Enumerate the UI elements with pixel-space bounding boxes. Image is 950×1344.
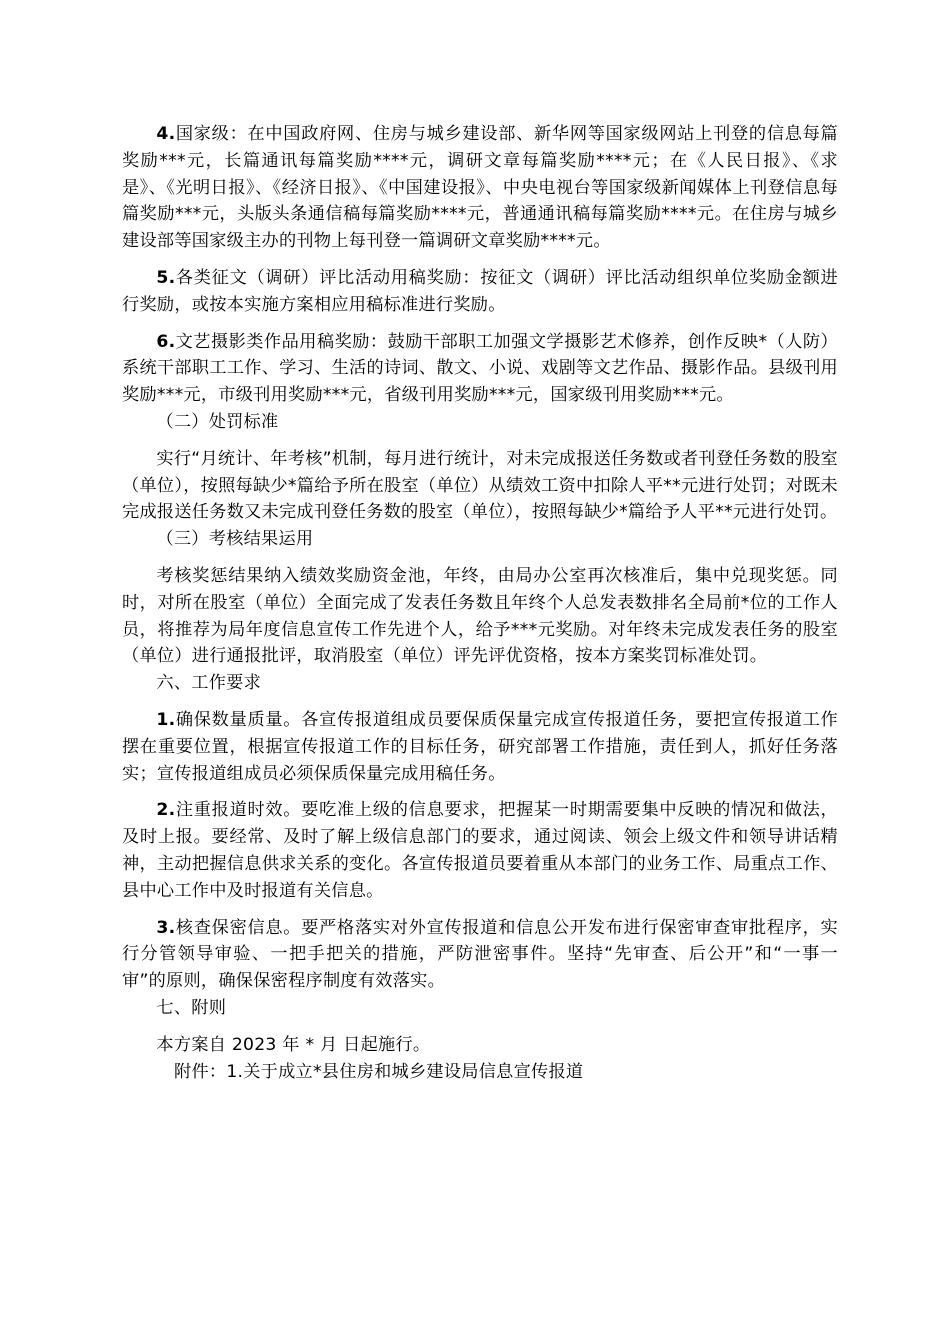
requirement-quality — [122, 707, 838, 787]
paragraph-art-photo-award — [122, 329, 838, 409]
heading-result-application: （三）考核结果运用 — [156, 529, 314, 550]
paragraph-penalty: 实行“月统计、年考核”机制，每月进行统计，对未完成报送任务数或者刊登任务数的股室（单位），按照每缺少*篇给予所在股室（单位）从绩效工资中扣除人平**元进行处罚；对既未完成报送任务数又未完成刊登任务数的股室（单位），按照每缺少*篇给予人平**元进行处罚。 — [122, 448, 838, 523]
paragraph-result: 考核奖惩结果纳入绩效奖励资金池，年终，由局办公室再次核准后，集中兑现奖惩。同时，对所在股室（单位）全面完成了发表任务数且年终个人总发表数排名全局前*位的工作人员，将推荐为局年度信息宣传工作先进个人，给予***元奖励。对年终未完成发表任务的股室（单位）进行通报批评，取消股室（单位）评先评优资格，按本方案奖罚标准处罚。 — [122, 565, 838, 667]
item-number: 1. — [156, 709, 176, 730]
item-number: 5. — [156, 267, 176, 288]
paragraph-effective-date: 本方案自 2023 年 * 月 日起施行。 — [156, 1034, 431, 1055]
paragraph-text: 国家级：在中国政府网、住房与城乡建设部、新华网等国家级网站上刊登的信息每篇奖励***元，长篇通讯每篇奖励****元，调研文章每篇奖励****元；在《人民日报》、《求是》、《光明日报》、《经济日报》、《中国建设报》、中央电视台等国家级新闻媒体上刊登信息每篇奖励***元，头版头条通信稿每篇奖励****元，普通通讯稿每篇奖励****元。在住房与城乡建设部等国家级主办的刊物上每刊登一篇调研文章奖励****元。 — [122, 124, 838, 252]
item-number: 4. — [156, 124, 176, 144]
paragraph-text: 注重报道时效。要吃准上级的信息要求，把握某一时期需要集中反映的情况和做法，及时上报。要经常、及时了解上级信息部门的要求，通过阅读、领会上级文件和领导讲话精神，主动把握信息供求关系的变化。各宣传报道员要着重从本部门的业务工作、局重点工作、县中心工作中及时报道有关信息。 — [122, 800, 838, 901]
paragraph-text: 各类征文（调研）评比活动用稿奖励：按征文（调研）评比活动组织单位奖励金额进行奖励，或按本实施方案相应用稿标准进行奖励。 — [122, 267, 838, 315]
paragraph-national-level — [122, 121, 838, 255]
item-number: 2. — [156, 800, 176, 821]
paragraph-text: 核查保密信息。要严格落实对外宣传报道和信息公开发布进行保密审查审批程序，实行分管领导审验、一把手把关的措施，严防泄密事件。坚持“先审查、后公开”和“一事一审”的原则，确保保密程序制度有效落实。 — [122, 917, 838, 992]
paragraph-attachment: 附件：1.关于成立*县住房和城乡建设局信息宣传报道 — [174, 1061, 584, 1082]
heading-supplementary: 七、附则 — [156, 997, 227, 1018]
requirement-confidentiality — [122, 915, 838, 995]
item-number: 6. — [156, 331, 176, 352]
heading-work-requirements: 六、工作要求 — [156, 673, 262, 694]
paragraph-essay-award — [122, 265, 838, 319]
heading-penalty-standard: （二）处罚标准 — [156, 411, 279, 432]
paragraph-text: 文艺摄影类作品用稿奖励：鼓励干部职工加强文学摄影艺术修养，创作反映*（人防）系统干部职工工作、学习、生活的诗词、散文、小说、戏剧等文艺作品、摄影作品。县级刊用奖励***元，市级刊用奖励***元，省级刊用奖励***元，国家级刊用奖励***元。 — [122, 331, 838, 406]
item-number: 3. — [156, 917, 176, 938]
requirement-timeliness — [122, 797, 838, 904]
paragraph-text: 确保数量质量。各宣传报道组成员要保质保量完成宣传报道任务，要把宣传报道工作摆在重要位置，根据宣传报道工作的目标任务，研究部署工作措施，责任到人，抓好任务落实；宣传报道组成员必须保质保量完成用稿任务。 — [122, 709, 838, 784]
document-page — [122, 121, 838, 1085]
